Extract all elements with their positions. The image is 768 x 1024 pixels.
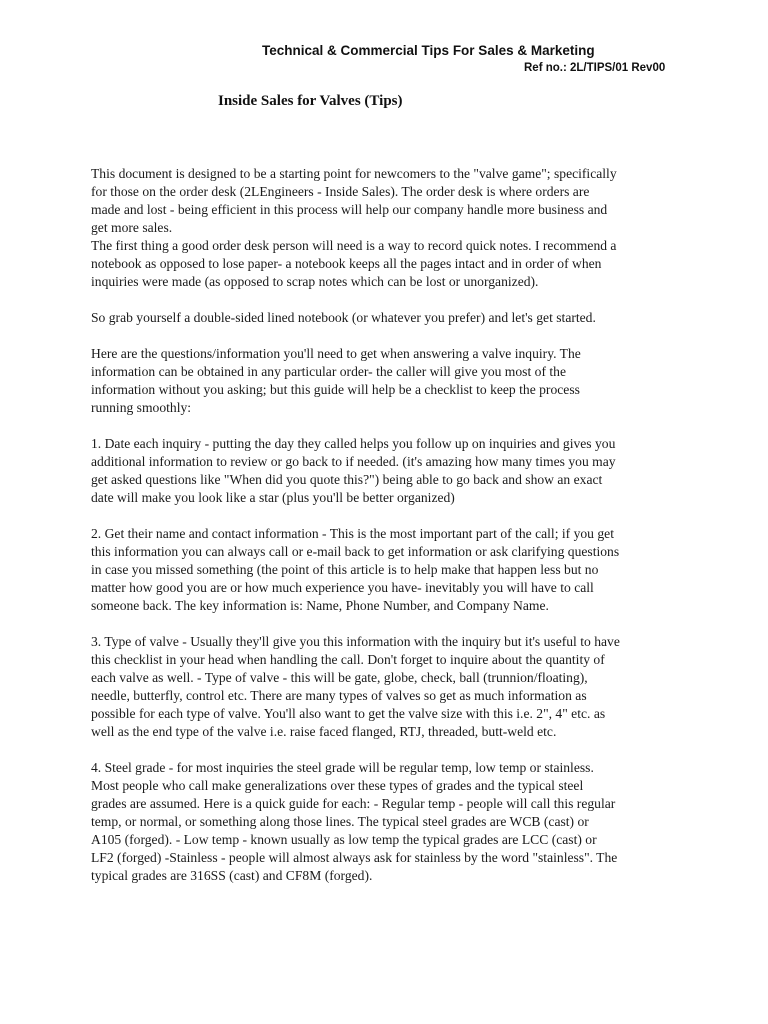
text-line: someone back. The key information is: Name, Phone Number, and Company Name. [91, 598, 549, 613]
text-line: made and lost - being efficient in this process will help our company handle more business and [91, 202, 608, 217]
text-line: each valve as well. - Type of valve - this will be gate, globe, check, ball (trunnion/floating), [91, 670, 588, 685]
paragraph [91, 345, 681, 417]
text-line: information without you asking; but this guide will help be a checklist to keep the process [91, 382, 580, 397]
text-line: running smoothly: [91, 400, 192, 415]
document-body [91, 165, 681, 885]
text-line: 2. Get their name and contact information - This is the most important part of the call; if you get [91, 526, 614, 541]
paragraph [91, 237, 681, 291]
text-line: So grab yourself a double-sided lined notebook (or whatever you prefer) and let's get started. [91, 310, 596, 325]
text-line: The first thing a good order desk person will need is a way to record quick notes. I recommend a [91, 238, 617, 253]
paragraph [91, 165, 681, 237]
paragraph [91, 633, 681, 741]
text-line: possible for each type of valve. You'll also want to get the valve size with this i.e. 2", 4" etc. as [91, 706, 606, 721]
text-line: matter how good you are or how much experience you have- inevitably you will have to call [91, 580, 594, 595]
text-line: 1. Date each inquiry - putting the day they called helps you follow up on inquiries and gives you [91, 436, 616, 451]
text-line: this checklist in your head when handling the call. Don't forget to inquire about the quantity of [91, 652, 605, 667]
text-line: Here are the questions/information you'll need to get when answering a valve inquiry. The [91, 346, 581, 361]
text-line: in case you missed something (the point of this article is to help make that happen less but no [91, 562, 599, 577]
text-line: well as the end type of the valve i.e. raise faced flanged, RTJ, threaded, butt-weld etc. [91, 724, 557, 739]
text-line: typical grades are 316SS (cast) and CF8M (forged). [91, 868, 373, 883]
text-line: Most people who call make generalizations over these types of grades and the typical steel [91, 778, 584, 793]
text-line: date will make you look like a star (plus you'll be better organized) [91, 490, 455, 505]
paragraph [91, 759, 681, 885]
text-line: temp, or normal, or something along those lines. The typical steel grades are WCB (cast) or [91, 814, 589, 829]
text-line: LF2 (forged) -Stainless - people will almost always ask for stainless by the word "stainless". The [91, 850, 618, 865]
text-line: 3. Type of valve - Usually they'll give you this information with the inquiry but it's useful to have [91, 634, 620, 649]
text-line: needle, butterfly, control etc. There are many types of valves so get as much information as [91, 688, 587, 703]
text-line: for those on the order desk (2LEngineers - Inside Sales). The order desk is where orders are [91, 184, 590, 199]
paragraph [91, 309, 681, 327]
reference-number: Ref no.: 2L/TIPS/01 Rev00 [524, 62, 666, 74]
text-line: 4. Steel grade - for most inquiries the steel grade will be regular temp, low temp or stainless. [91, 760, 594, 775]
header-title: Technical & Commercial Tips For Sales & Marketing [262, 43, 595, 58]
text-line: grades are assumed. Here is a quick guide for each: - Regular temp - people will call this regular [91, 796, 616, 811]
text-line: this information you can always call or e-mail back to get information or ask clarifying questions [91, 544, 620, 559]
paragraph [91, 525, 681, 615]
text-line: additional information to review or go back to if needed. (it's amazing how many times you may [91, 454, 616, 469]
text-line: This document is designed to be a starting point for newcomers to the "valve game"; specifically [91, 166, 617, 181]
text-line: inquiries were made (as opposed to scrap notes which can be lost or unorganized). [91, 274, 539, 289]
paragraph [91, 435, 681, 507]
document-title: Inside Sales for Valves (Tips) [218, 93, 403, 109]
text-line: A105 (forged). - Low temp - known usually as low temp the typical grades are LCC (cast) or [91, 832, 597, 847]
text-line: notebook as opposed to lose paper- a notebook keeps all the pages intact and in order of when [91, 256, 602, 271]
text-line: get more sales. [91, 220, 173, 235]
text-line: information can be obtained in any particular order- the caller will give you most of the [91, 364, 566, 379]
text-line: get asked questions like "When did you quote this?") being able to go back and show an exact [91, 472, 603, 487]
